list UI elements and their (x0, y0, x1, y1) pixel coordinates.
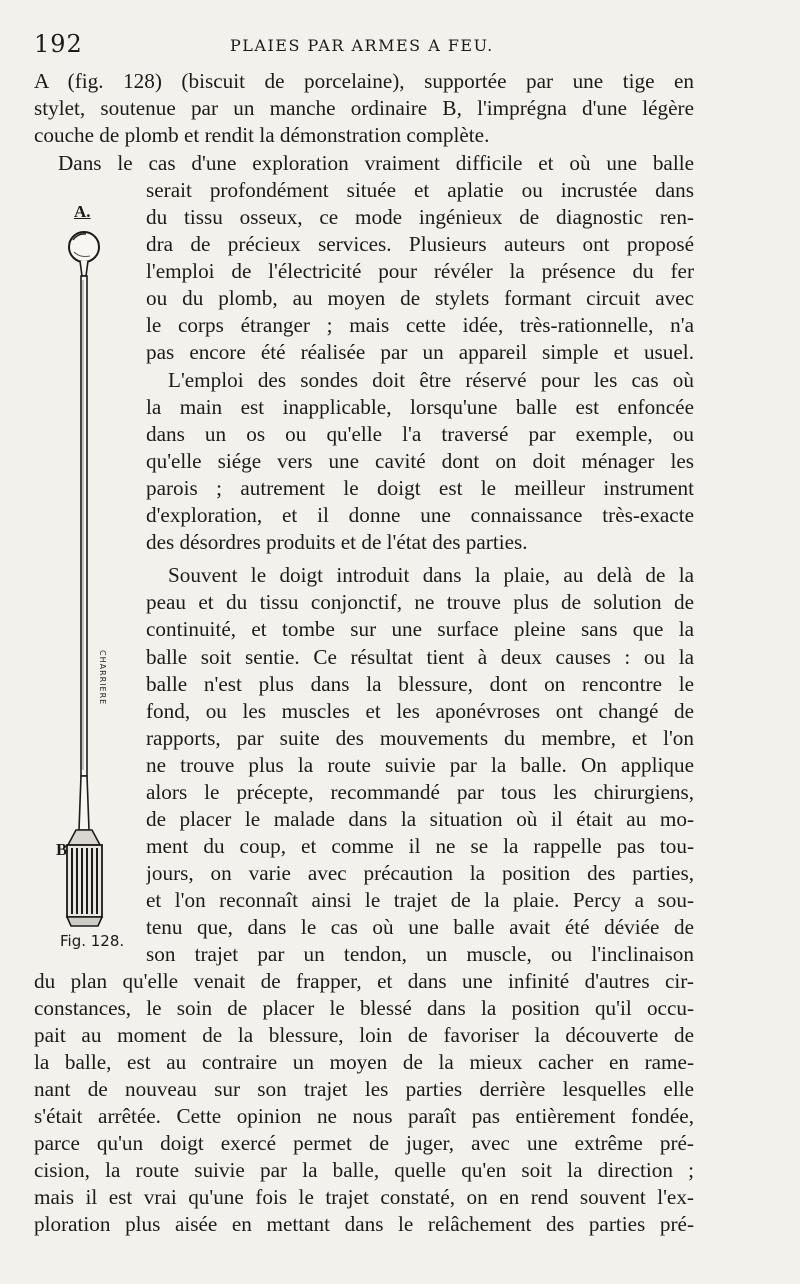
text-line: Dans le cas d'une exploration vraiment difficile et où une balle (58, 151, 694, 175)
text-line: le corps étranger ; mais cette idée, très-rationnelle, n'a (146, 313, 694, 337)
text-line: son trajet par un tendon, un muscle, ou l'inclinaison (146, 942, 694, 966)
text-line: pas encore été réalisée par un appareil simple et usuel. (146, 340, 694, 364)
text-line: L'emploi des sondes doit être réservé pour les cas où (168, 368, 694, 392)
text-line: nant de nouveau sur son trajet les parties derrière lesquelles elle (34, 1077, 694, 1101)
text-line: et l'on reconnaît ainsi le trajet de la plaie. Percy a sou- (146, 888, 694, 912)
text-line: de placer le malade dans la situation où il était au mo- (146, 807, 694, 831)
figure-label-b: B (56, 840, 68, 859)
text-line: la balle, est au contraire un moyen de la mieux cacher en rame- (34, 1050, 694, 1074)
text-line: parce qu'un doigt exercé permet de juger, avec une extrême pré- (34, 1131, 694, 1155)
text-line: des désordres produits et de l'état des parties. (146, 530, 528, 554)
text-line: A (fig. 128) (biscuit de porcelaine), supportée par une tige en (34, 69, 694, 93)
running-head (34, 30, 694, 60)
text-line: dans un os ou qu'elle l'a traversé par exemple, ou (146, 422, 694, 446)
text-line: tenu que, dans le cas où une balle avait été déviée de (146, 915, 694, 939)
figure-caption: Fig. 128. (60, 932, 125, 950)
page-number: 192 (34, 30, 83, 58)
text-line: du plan qu'elle venait de frapper, et dans une infinité d'autres cir- (34, 969, 694, 993)
text-line: rapports, par suite des mouvements du membre, et l'on (146, 726, 694, 750)
text-line: s'était arrêtée. Cette opinion ne nous paraît pas entièrement fondée, (34, 1104, 694, 1128)
text-line: l'emploi de l'électricité pour révéler la présence du fer (146, 259, 694, 283)
probe-illustration (40, 200, 140, 960)
text-line: jours, on varie avec précaution la position des parties, (146, 861, 694, 885)
text-line: mais il est vrai qu'une fois le trajet constaté, on en rend souvent l'ex- (34, 1185, 694, 1209)
text-line: d'exploration, et il donne une connaissance très-exacte (146, 503, 694, 527)
text-line: qu'elle siége vers une cavité dont on doit ménager les (146, 449, 694, 473)
text-line: ploration plus aisée en mettant dans le relâchement des parties pré- (34, 1212, 694, 1236)
text-line: dra de précieux services. Plusieurs auteurs ont proposé (146, 232, 694, 256)
text-line: peau et du tissu conjonctif, ne trouve plus de solution de (146, 590, 694, 614)
text-line: alors le précepte, recommandé par tous les chirurgiens, (146, 780, 694, 804)
text-line: Souvent le doigt introduit dans la plaie, au delà de la (168, 563, 694, 587)
text-line: la main est inapplicable, lorsqu'une balle est enfoncée (146, 395, 694, 419)
text-line: cision, la route suivie par la balle, quelle qu'en soit la direction ; (34, 1158, 694, 1182)
maker-stamp: CHARRIERE (98, 650, 107, 706)
running-head-title: PLAIES PAR ARMES A FEU. (230, 36, 494, 55)
text-line: fond, ou les muscles et les aponévroses ont changé de (146, 699, 694, 723)
text-line: balle soit sentie. Ce résultat tient à deux causes : ou la (146, 645, 694, 669)
text-line: serait profondément située et aplatie ou incrustée dans (146, 178, 694, 202)
figure-128 (40, 200, 140, 960)
text-line: ment du coup, et comme il ne se la rappelle pas tou- (146, 834, 694, 858)
text-line: ou du plomb, au moyen de stylets formant circuit avec (146, 286, 694, 310)
text-line: parois ; autrement le doigt est le meilleur instrument (146, 476, 694, 500)
text-line: couche de plomb et rendit la démonstration complète. (34, 123, 490, 147)
text-line: du tissu osseux, ce mode ingénieux de diagnostic ren- (146, 205, 694, 229)
text-line: stylet, soutenue par un manche ordinaire B, l'imprégna d'une légère (34, 96, 694, 120)
text-line: pait au moment de la blessure, loin de favoriser la découverte de (34, 1023, 694, 1047)
text-line: constances, le soin de placer le blessé dans la position qu'il occu- (34, 996, 694, 1020)
text-line: ne trouve plus la route suivie par la balle. On applique (146, 753, 694, 777)
text-line: balle n'est plus dans la blessure, dont on rencontre le (146, 672, 694, 696)
text-line: continuité, et tombe sur une surface pleine sans que la (146, 617, 694, 641)
figure-label-a: A. (74, 202, 91, 221)
